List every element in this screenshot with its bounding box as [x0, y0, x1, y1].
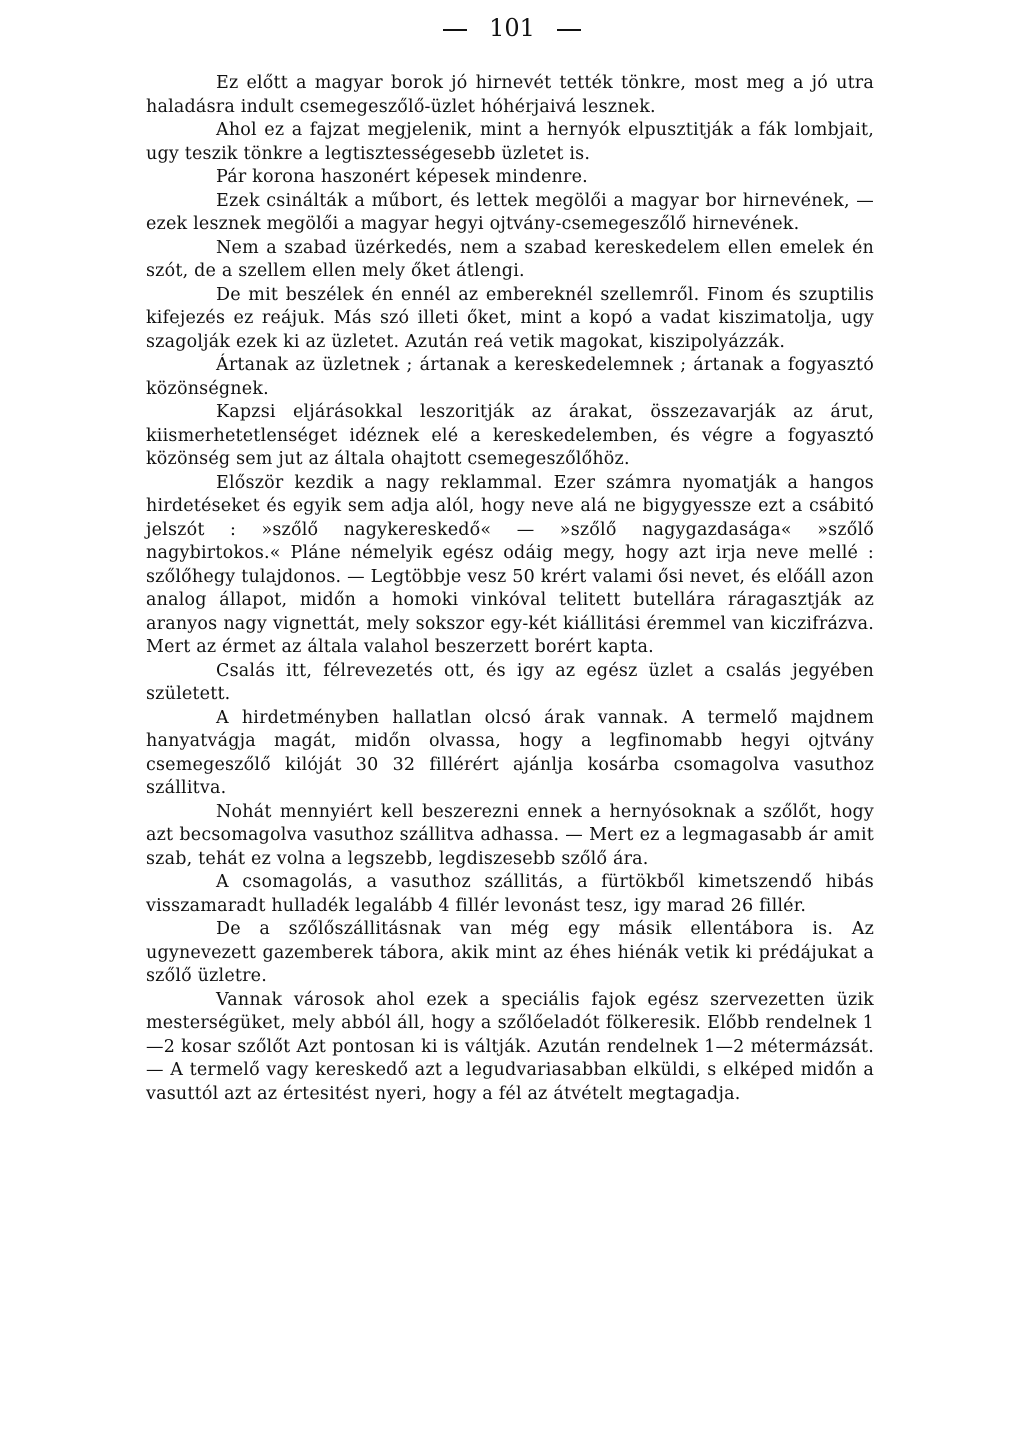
- paragraph: A csomagolás, a vasuthoz szállitás, a fürtökből kimetszendő hibás visszamaradt hulladék legalább 4 fillér levonást tesz, igy marad 26 fillér.: [146, 872, 874, 916]
- body-text: [146, 72, 874, 1106]
- paragraph: Kapzsi eljárásokkal leszoritják az árakat, összezavarják az árut, kiismerhetetlenséget idéznek elé a kereskedelemben, és végre a fogyasztó közönség sem jut az általa ohajtott csemegeszőlőhöz.: [146, 402, 874, 469]
- paragraph: Vannak városok ahol ezek a speciális fajok egész szervezetten üzik mesterségüket, mely abból áll, hogy a szőlőeladót fölkeresik. Előbb rendelnek 1—2 kosar szőlőt Azt pontosan ki is váltják. Azután rendelnek 1—2 métermázsát. — A termelő vagy kereskedő azt a legudvariasabban elküldi, s elképed midőn a vasuttól azt az értesitést nyeri, hogy a fél az átvételt megtagadja.: [146, 989, 874, 1104]
- paragraph: Ezek csinálták a műbort, és lettek megölői a magyar bor hirnevének, — ezek lesznek megölői a magyar hegyi ojtvány-csemegeszőlő hirnevének.: [146, 190, 874, 234]
- paragraph: Csalás itt, félrevezetés ott, és igy az egész üzlet a csalás jegyében született.: [146, 660, 874, 704]
- paragraph: Ez előtt a magyar borok jó hirnevét tették tönkre, most meg a jó utra haladásra indult csemegeszőlő-üzlet hóhérjaivá lesznek.: [146, 73, 874, 117]
- paragraph: A hirdetményben hallatlan olcsó árak vannak. A termelő majdnem hanyatvágja magát, midőn olvassa, hogy a legfinomabb hegyi ojtvány csemegeszőlő kilóját 30 32 fillérért ajánlja kosárba csomagolva vasuthoz szállitva.: [146, 707, 874, 798]
- paragraph: Pár korona haszonért képesek mindenre.: [216, 167, 588, 187]
- paragraph: Ártanak az üzletnek ; ártanak a kereskedelemnek ; ártanak a fogyasztó közönségnek.: [146, 355, 874, 399]
- page-header: [0, 14, 1024, 42]
- paragraph: Nohát mennyiért kell beszerezni ennek a hernyósoknak a szőlőt, hogy azt becsomagolva vasuthoz szállitva adhassa. — Mert ez a legmagasabb ár amit szab, tehát ez volna a legszebb, legdiszesebb szőlő ára.: [146, 801, 874, 869]
- paragraph: Nem a szabad üzérkedés, nem a szabad kereskedelem ellen emelek én szót, de a szellem ellen mely őket átlengi.: [146, 237, 874, 281]
- paragraph: Ahol ez a fajzat megjelenik, mint a hernyók elpusztitják a fák lombjait, ugy teszik tönkre a legtisztességesebb üzletet is.: [146, 120, 874, 164]
- header-dash-right: [557, 29, 581, 31]
- paragraph: De a szőlőszállitásnak van még egy másik ellentábora is. Az ugynevezett gazemberek tábora, akik mint az éhes hiénák vetik ki prédájukat a szőlő üzletre.: [146, 919, 874, 986]
- paragraph: De mit beszélek én ennél az embereknél szellemről. Finom és szuptilis kifejezés ez reájuk. Más szó illeti őket, mint a kopó a vadat kiszimatolja, ugy szagolják ezek ki az üzletet. Azután reá vetik magokat, kiszipolyázzák.: [146, 284, 874, 352]
- paragraph: Először kezdik a nagy reklammal. Ezer számra nyomatják a hangos hirdetéseket és egyik sem adja alól, hogy neve alá ne bigygyessze ezt a csábitó jelszót : »szőlő nagykereskedő« — »szőlő nagygazdasága« »szőlő nagybirtokos.« Pláne némelyik egész odáig megy, hogy azt irja neve mellé : szőlőhegy tulajdonos. — Legtöbbje vesz 50 krért valami ősi nevet, és előáll azon analog állapot, midőn a homoki vinkóval telitett butellára ráragasztják az aranyos nagy vignettát, mely sokszor egy-két kiállitási éremmel van kiczifrázva. Mert az érmet az általa valahol beszerzett borért kapta.: [146, 472, 874, 657]
- page-number: 101: [489, 14, 535, 42]
- header-dash-left: [443, 29, 467, 31]
